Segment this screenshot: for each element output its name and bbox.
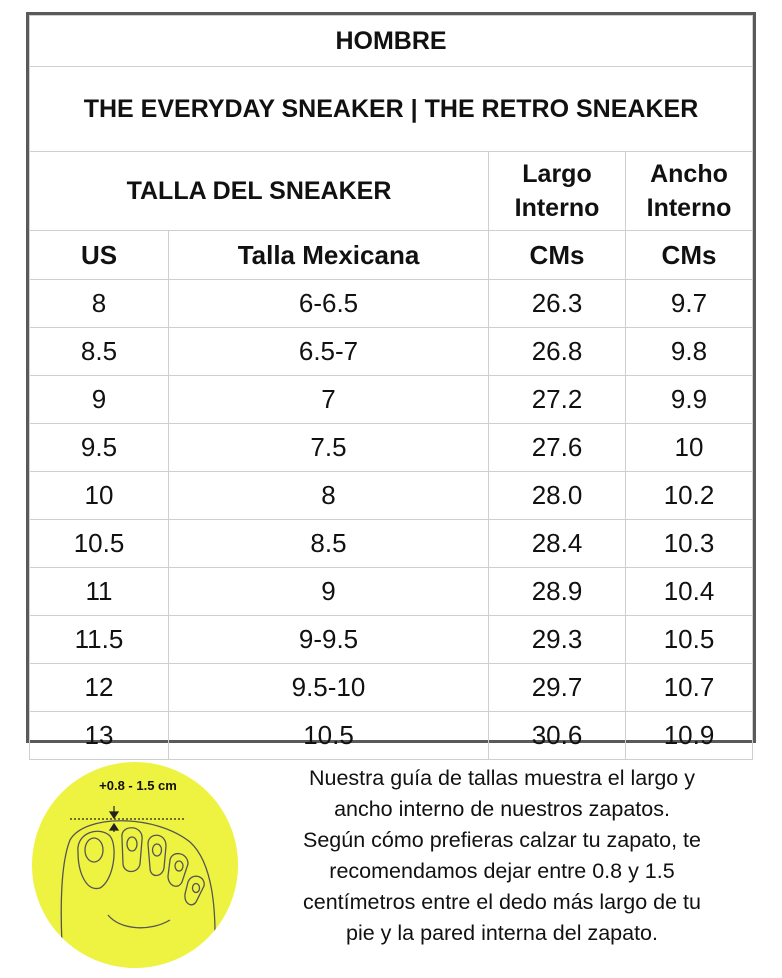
- us-size: 8: [30, 280, 169, 328]
- length-unit-header: CMs: [489, 231, 626, 280]
- length-cm: 28.4: [489, 520, 626, 568]
- table-row: [30, 376, 753, 424]
- width-cm: 9.8: [626, 328, 753, 376]
- size-chart: [26, 12, 756, 750]
- table-row: [30, 280, 753, 328]
- us-size: 10: [30, 472, 169, 520]
- width-unit-header: CMs: [626, 231, 753, 280]
- table-row: [30, 424, 753, 472]
- us-header: US: [30, 231, 169, 280]
- length-cm: 28.9: [489, 568, 626, 616]
- size-table: [29, 15, 753, 760]
- table-row: [30, 712, 753, 760]
- mx-size-header: Talla Mexicana: [169, 231, 489, 280]
- mx-size: 9-9.5: [169, 616, 489, 664]
- note-line: Nuestra guía de tallas muestra el largo y: [308, 766, 695, 790]
- mx-size: 6.5-7: [169, 328, 489, 376]
- us-size: 8.5: [30, 328, 169, 376]
- width-cm: 10.7: [626, 664, 753, 712]
- table-row: [30, 472, 753, 520]
- length-cm: 27.2: [489, 376, 626, 424]
- us-size: 11: [30, 568, 169, 616]
- us-size: 13: [30, 712, 169, 760]
- length-cm: 28.0: [489, 472, 626, 520]
- us-size: 10.5: [30, 520, 169, 568]
- mx-size: 10.5: [169, 712, 489, 760]
- width-cm: 9.9: [626, 376, 753, 424]
- us-size: 9: [30, 376, 169, 424]
- width-cm: 10.3: [626, 520, 753, 568]
- us-size: 12: [30, 664, 169, 712]
- table-row: [30, 664, 753, 712]
- mx-size: 7.5: [169, 424, 489, 472]
- note-line: recomendamos dejar entre 0.8 y 1.5: [329, 859, 675, 883]
- mx-size: 8.5: [169, 520, 489, 568]
- note-line: centímetros entre el dedo más largo de tu: [303, 890, 701, 914]
- width-cm: 10: [626, 424, 753, 472]
- width-cm: 10.2: [626, 472, 753, 520]
- table-row: [30, 568, 753, 616]
- mx-size: 6-6.5: [169, 280, 489, 328]
- note-line: Según cómo prefieras calzar tu zapato, te: [303, 828, 701, 852]
- width-cm: 9.7: [626, 280, 753, 328]
- width-cm: 10.9: [626, 712, 753, 760]
- length-cm: 27.6: [489, 424, 626, 472]
- length-cm: 26.3: [489, 280, 626, 328]
- models-title: THE EVERYDAY SNEAKER | THE RETRO SNEAKER: [30, 67, 753, 152]
- size-rows: [30, 280, 753, 760]
- length-cm: 30.6: [489, 712, 626, 760]
- mx-size: 9.5-10: [169, 664, 489, 712]
- mx-size: 7: [169, 376, 489, 424]
- width-header: Ancho Interno: [626, 152, 753, 231]
- table-row: [30, 616, 753, 664]
- width-cm: 10.5: [626, 616, 753, 664]
- table-row: [30, 520, 753, 568]
- length-cm: 29.7: [489, 664, 626, 712]
- note-line: pie y la pared interna del zapato.: [346, 921, 658, 945]
- size-group-header: TALLA DEL SNEAKER: [30, 152, 489, 231]
- foot-toe-gap-icon: [30, 760, 240, 970]
- gap-label: +0.8 - 1.5 cm: [99, 778, 177, 793]
- length-cm: 26.8: [489, 328, 626, 376]
- us-size: 9.5: [30, 424, 169, 472]
- us-size: 11.5: [30, 616, 169, 664]
- length-header: Largo Interno: [489, 152, 626, 231]
- table-row: [30, 328, 753, 376]
- gender-title: HOMBRE: [30, 16, 753, 67]
- width-cm: 10.4: [626, 568, 753, 616]
- note-line: ancho interno de nuestros zapatos.: [334, 797, 670, 821]
- mx-size: 8: [169, 472, 489, 520]
- size-guide-note: [252, 763, 752, 949]
- mx-size: 9: [169, 568, 489, 616]
- length-cm: 29.3: [489, 616, 626, 664]
